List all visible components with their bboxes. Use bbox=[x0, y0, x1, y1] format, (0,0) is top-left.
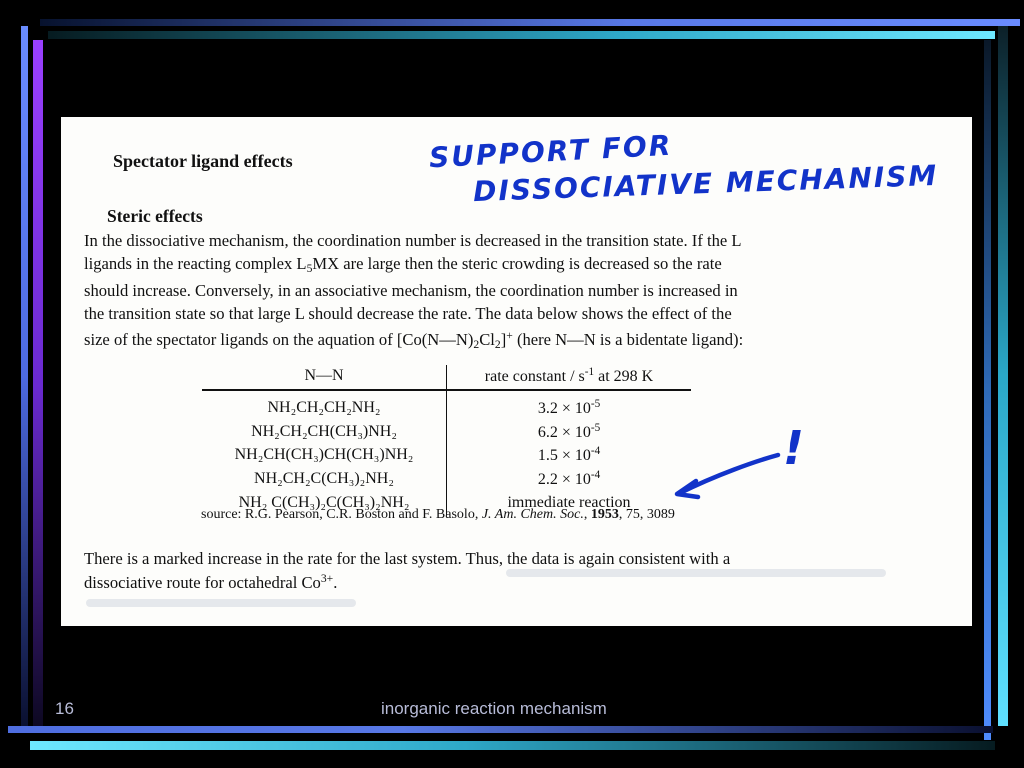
superscript: + bbox=[506, 329, 513, 343]
paragraph-line: should increase. Conversely, in an associative mechanism, the coordination number is increased in bbox=[84, 281, 738, 301]
document-subheading: Steric effects bbox=[107, 206, 203, 226]
conclusion-line1: There is a marked increase in the rate for the last system. Thus, the data is again consistent with a bbox=[84, 549, 731, 568]
table-row bbox=[202, 444, 691, 468]
column-header-rate bbox=[447, 365, 692, 390]
citation-year: 1953 bbox=[590, 507, 619, 522]
column-header-ligand: N—N bbox=[202, 365, 447, 390]
frame-left-bar bbox=[21, 26, 28, 726]
superscript: -1 bbox=[584, 366, 595, 378]
paragraph-text: size of the spectator ligands on the aquation of [Co(N—N) bbox=[84, 330, 474, 350]
slide-number: 16 bbox=[55, 699, 74, 718]
highlighter-smudge bbox=[506, 569, 886, 577]
rate-cell bbox=[447, 390, 692, 420]
source-citation bbox=[201, 507, 675, 523]
exponent: -5 bbox=[590, 421, 601, 434]
exponent: -4 bbox=[590, 445, 601, 458]
rate-value: 6.2 × 10 bbox=[537, 423, 591, 441]
frame-right-bar-2 bbox=[998, 26, 1008, 726]
subscript: 2 bbox=[473, 338, 480, 352]
paragraph-line bbox=[84, 325, 944, 357]
handwritten-arrow-icon bbox=[666, 447, 786, 507]
paragraph-text: (here N—N is a bidentate ligand): bbox=[512, 330, 744, 350]
rate-value: immediate reaction bbox=[507, 494, 631, 512]
ligand-cell: NH₂CH₂C(CH₃)₂NH₂ bbox=[202, 467, 447, 491]
header-text: at 298 K bbox=[594, 368, 654, 385]
paragraph-line bbox=[84, 253, 944, 281]
ligand-cell: NH₂CH(CH₃)CH(CH₃)NH₂ bbox=[202, 444, 447, 468]
rate-cell bbox=[447, 420, 692, 444]
exponent: -5 bbox=[590, 397, 601, 410]
conclusion-line2 bbox=[84, 572, 337, 593]
table-row bbox=[202, 420, 691, 444]
paragraph-text: ligands in the reacting complex L bbox=[84, 253, 307, 273]
paragraph-text: ] bbox=[500, 330, 507, 350]
frame-right-bar bbox=[984, 40, 991, 740]
paragraph-line: the transition state so that large L should decrease the rate. The data below shows the effect of the bbox=[84, 303, 732, 323]
handwritten-exclamation: ! bbox=[783, 421, 806, 475]
rate-cell bbox=[447, 444, 692, 468]
table-row bbox=[202, 467, 691, 491]
superscript: 3+ bbox=[320, 572, 334, 585]
ligand-cell: NH₂ C(CH₃)₂C(CH₃)₂NH₂ bbox=[202, 491, 447, 515]
highlighter-smudge bbox=[86, 599, 356, 607]
ligand-cell: NH₂CH₂CH(CH₃)NH₂ bbox=[202, 420, 447, 444]
table-header-row bbox=[202, 365, 691, 390]
frame-top-bar bbox=[40, 19, 1020, 26]
citation-text: , 75, 3089 bbox=[618, 507, 675, 522]
rate-value: 1.5 × 10 bbox=[537, 447, 591, 465]
ligand-cell: NH₂CH₂CH₂NH₂ bbox=[202, 390, 447, 420]
rate-value: 3.2 × 10 bbox=[537, 399, 591, 417]
citation-text: , bbox=[583, 507, 591, 522]
rate-cell bbox=[447, 467, 692, 491]
rate-value: 2.2 × 10 bbox=[537, 471, 591, 489]
rate-constant-table bbox=[202, 365, 691, 515]
exponent: -4 bbox=[590, 469, 601, 482]
table-row bbox=[202, 390, 691, 420]
citation-text: source: R.G. Pearson, C.R. Boston and F. Basolo, bbox=[201, 507, 482, 522]
handwritten-annotation-line2: DISSOCIATIVE MECHANISM bbox=[472, 158, 939, 209]
conclusion-text: . bbox=[333, 573, 338, 592]
document-heading: Spectator ligand effects bbox=[113, 151, 293, 171]
frame-bottom-bar bbox=[8, 726, 993, 733]
steric-effects-paragraph bbox=[84, 230, 944, 357]
conclusion-text: dissociative route for octahedral Co bbox=[84, 573, 321, 592]
paragraph-line: In the dissociative mechanism, the coordination number is decreased in the transition state. If the L bbox=[84, 231, 742, 250]
subscript: 5 bbox=[306, 261, 313, 275]
paragraph-text: MX are large then the steric crowding is decreased so the rate bbox=[312, 253, 722, 273]
handwritten-annotation-line1: SUPPORT FOR bbox=[428, 128, 674, 175]
journal-name: J. Am. Chem. Soc. bbox=[481, 507, 584, 522]
frame-bottom-bar-2 bbox=[30, 741, 995, 750]
frame-top-bar-2 bbox=[48, 31, 995, 39]
slide-footer-title: inorganic reaction mechanism bbox=[381, 699, 607, 718]
header-text: rate constant / s bbox=[484, 368, 585, 385]
paragraph-text: Cl bbox=[479, 330, 495, 350]
frame-left-bar-2 bbox=[33, 40, 43, 730]
scanned-document bbox=[61, 117, 972, 626]
subscript: 2 bbox=[494, 338, 501, 352]
